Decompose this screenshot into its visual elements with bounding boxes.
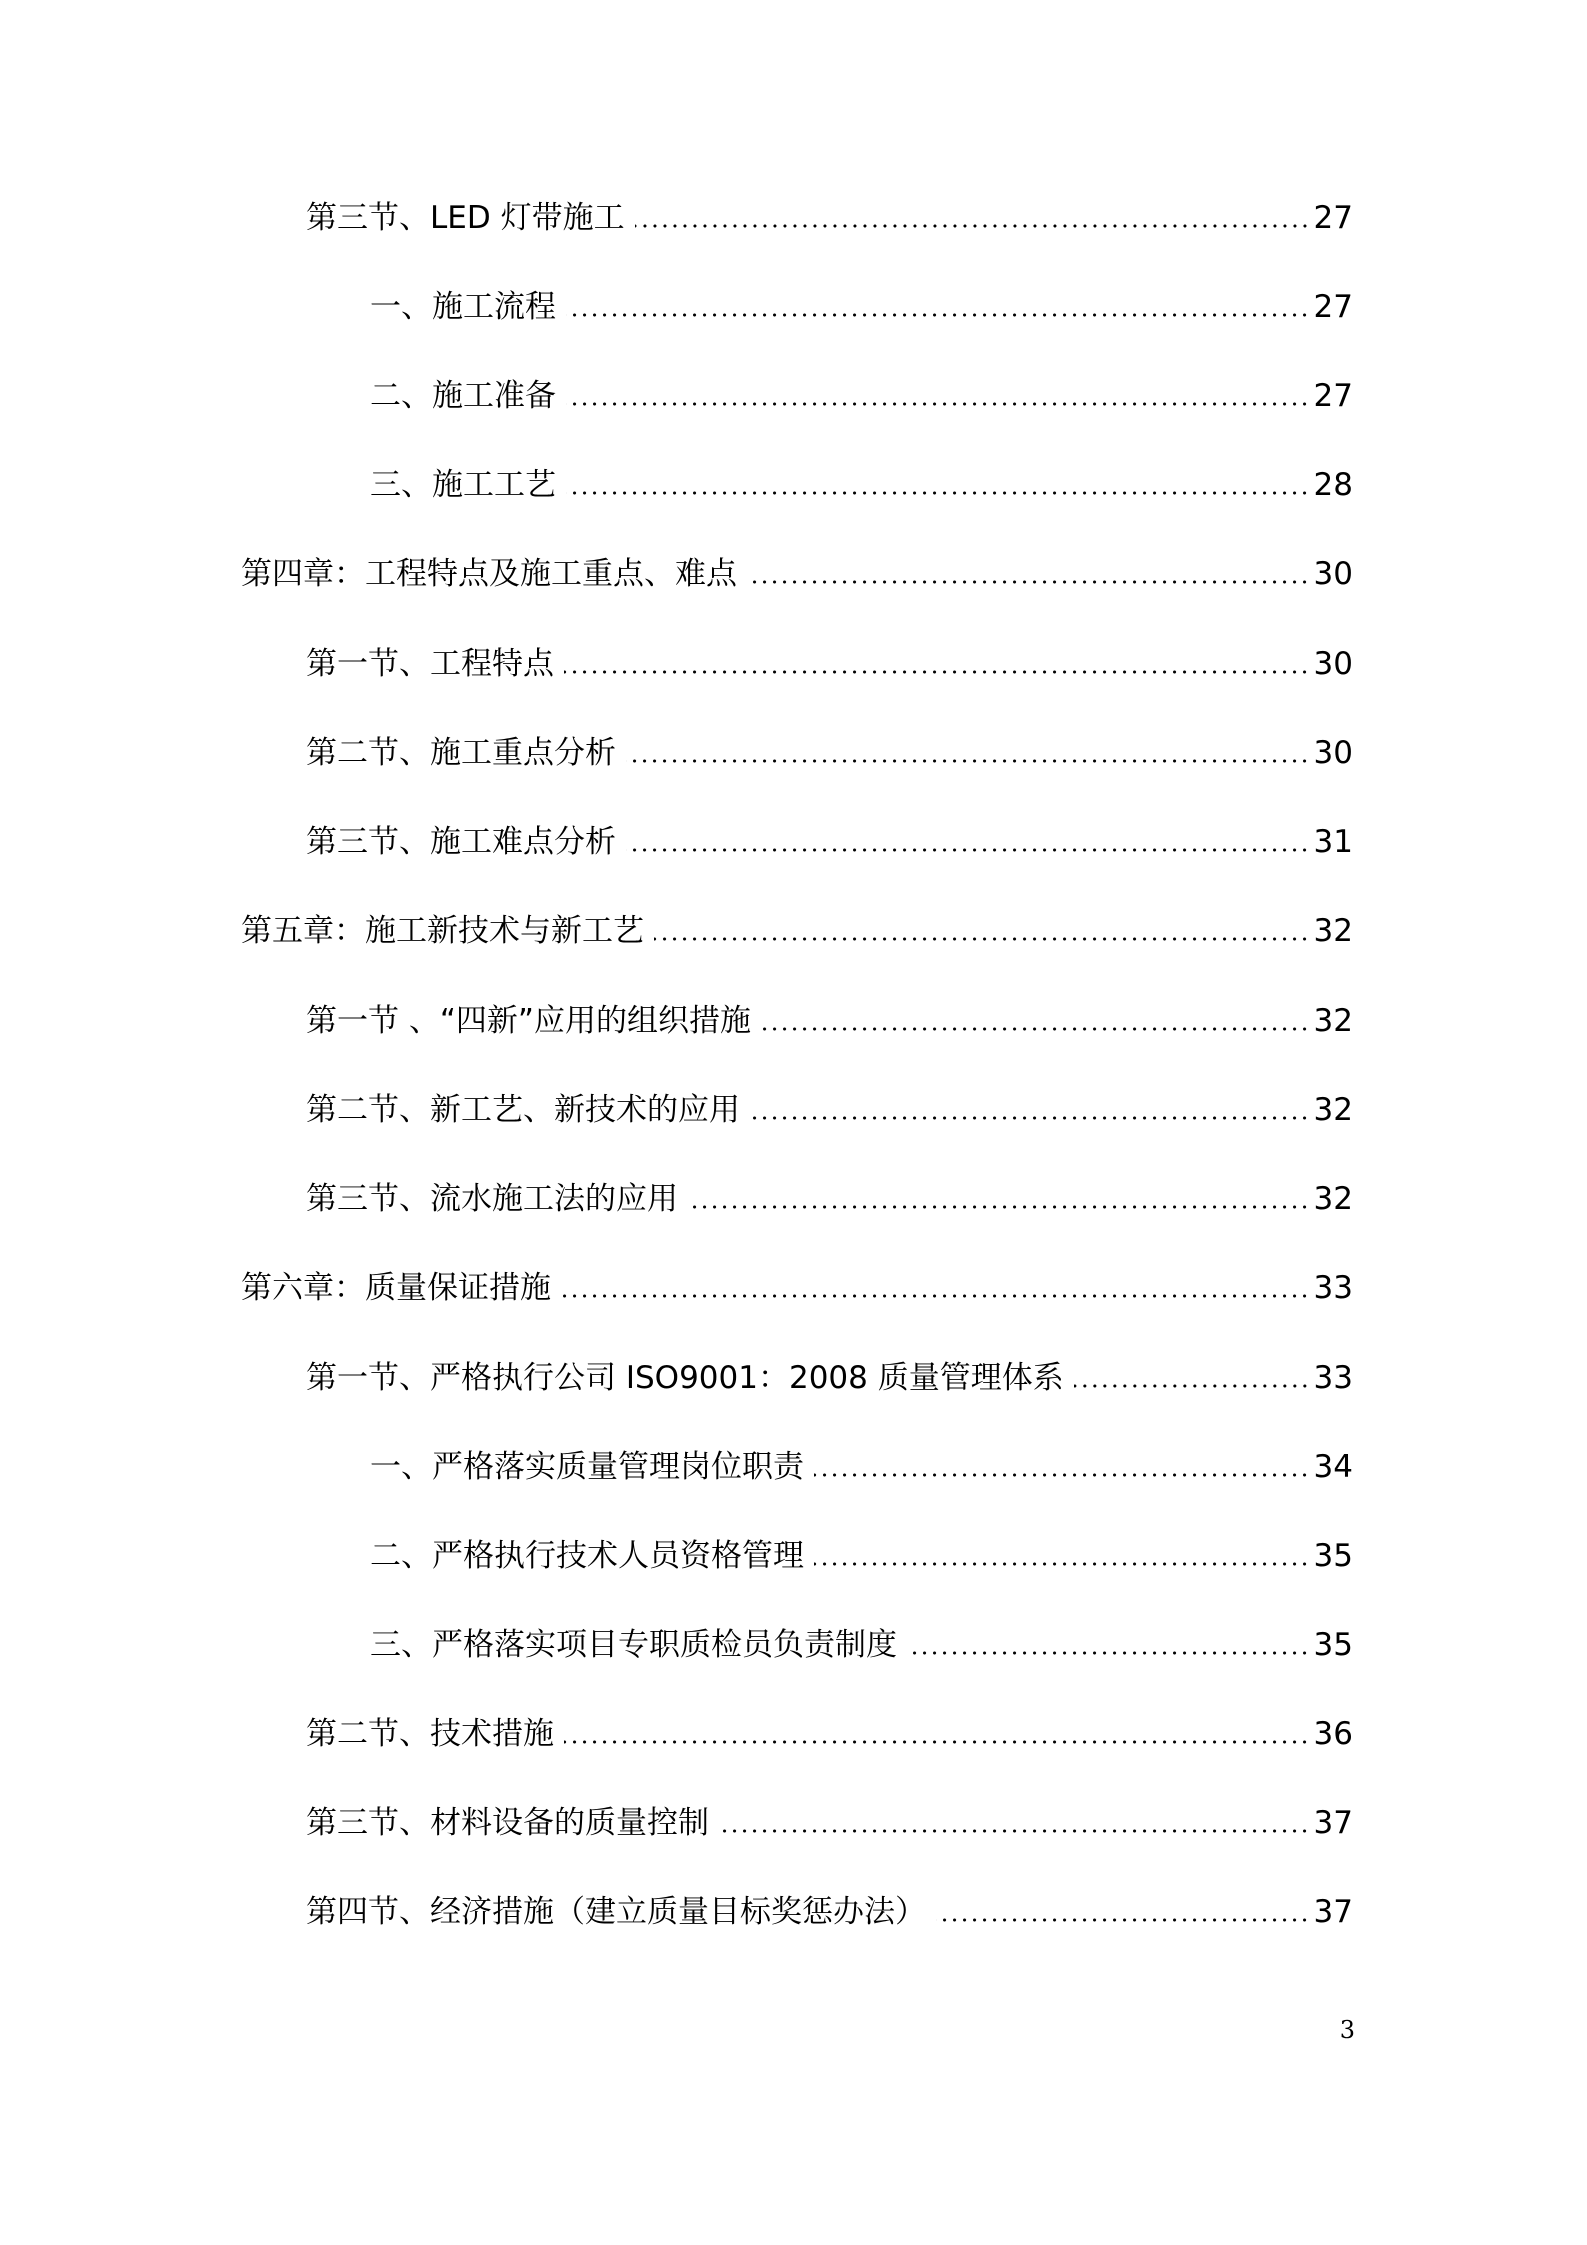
- toc-entry-title: 第四节、经济措施（建立质量目标奖惩办法）: [306, 1894, 926, 1930]
- toc-entry-title: 第二节、施工重点分析: [306, 735, 616, 771]
- toc-entry-page: 32: [1313, 913, 1353, 949]
- dot-leader: [814, 1472, 1310, 1478]
- toc-entry[interactable]: [306, 1882, 1353, 1932]
- toc-entry-page: 34: [1313, 1449, 1353, 1485]
- toc-entry[interactable]: [370, 1526, 1353, 1576]
- toc-entry-page: 28: [1313, 467, 1353, 503]
- dot-leader: [1074, 1383, 1310, 1389]
- dot-leader: [566, 401, 1310, 407]
- toc-entry-page: 32: [1313, 1092, 1353, 1128]
- toc-entry-page: 37: [1313, 1894, 1353, 1930]
- toc-entry[interactable]: [306, 723, 1353, 773]
- toc-entry[interactable]: [306, 634, 1353, 684]
- toc-entry-page: 30: [1313, 556, 1353, 592]
- toc-entry-page: 27: [1313, 289, 1353, 325]
- toc-entry[interactable]: [306, 188, 1353, 238]
- toc-entry-title: 第二节、技术措施: [306, 1716, 554, 1752]
- toc-entry[interactable]: [370, 1437, 1353, 1487]
- toc-entry-page: 33: [1313, 1360, 1353, 1396]
- toc-entry[interactable]: [306, 1348, 1353, 1398]
- toc-entry-title: 一、施工流程: [370, 289, 556, 325]
- toc-entry-page: 27: [1313, 378, 1353, 414]
- toc-entry-title: 二、严格执行技术人员资格管理: [370, 1538, 804, 1574]
- dot-leader: [907, 1650, 1310, 1656]
- dot-leader: [566, 312, 1310, 318]
- toc-entry[interactable]: [241, 544, 1353, 594]
- toc-entry-title: 第三节、LED 灯带施工: [306, 200, 625, 236]
- dot-leader: [626, 847, 1310, 853]
- toc-entry-page: 27: [1313, 200, 1353, 236]
- dot-leader: [635, 223, 1310, 229]
- dot-leader: [566, 490, 1310, 496]
- toc-entry[interactable]: [241, 1258, 1353, 1308]
- toc-entry[interactable]: [370, 366, 1353, 416]
- toc-entry-title: 第一节、工程特点: [306, 646, 554, 682]
- toc-entry-title: 第二节、新工艺、新技术的应用: [306, 1092, 740, 1128]
- dot-leader: [654, 936, 1310, 942]
- toc-entry-title: 第一节、严格执行公司 ISO9001：2008 质量管理体系: [306, 1360, 1064, 1396]
- toc-entry-title: 第三节、流水施工法的应用: [306, 1181, 678, 1217]
- toc-entry[interactable]: [306, 1080, 1353, 1130]
- toc-entry[interactable]: [241, 901, 1353, 951]
- toc-entry-page: 33: [1313, 1270, 1353, 1306]
- toc-entry-page: 32: [1313, 1003, 1353, 1039]
- toc-entry-title: 三、严格落实项目专职质检员负责制度: [370, 1627, 897, 1663]
- dot-leader: [747, 579, 1310, 585]
- dot-leader: [561, 1293, 1310, 1299]
- toc-entry-title: 第三节、材料设备的质量控制: [306, 1805, 709, 1841]
- toc-entry[interactable]: [370, 1615, 1353, 1665]
- toc-entry[interactable]: [306, 1169, 1353, 1219]
- toc-entry-page: 30: [1313, 646, 1353, 682]
- toc-entry[interactable]: [306, 1793, 1353, 1843]
- dot-leader: [564, 1739, 1310, 1745]
- toc-entry-title: 第一节 、“四新”应用的组织措施: [306, 1003, 751, 1039]
- dot-leader: [936, 1917, 1310, 1923]
- page-number: 3: [1339, 2016, 1355, 2044]
- toc-entry-page: 31: [1313, 824, 1353, 860]
- toc-entry[interactable]: [306, 812, 1353, 862]
- dot-leader: [814, 1561, 1310, 1567]
- dot-leader: [719, 1828, 1310, 1834]
- toc-entry[interactable]: [306, 991, 1353, 1041]
- toc-entry-page: 35: [1313, 1538, 1353, 1574]
- dot-leader: [761, 1026, 1310, 1032]
- toc-entry-page: 37: [1313, 1805, 1353, 1841]
- toc-entry-page: 35: [1313, 1627, 1353, 1663]
- toc-entry[interactable]: [306, 1704, 1353, 1754]
- dot-leader: [564, 669, 1310, 675]
- toc-entry-page: 32: [1313, 1181, 1353, 1217]
- toc-entry-title: 一、严格落实质量管理岗位职责: [370, 1449, 804, 1485]
- toc-entry-page: 36: [1313, 1716, 1353, 1752]
- toc-entry-title: 二、施工准备: [370, 378, 556, 414]
- dot-leader: [688, 1204, 1310, 1210]
- toc-entry-title: 三、施工工艺: [370, 467, 556, 503]
- toc-entry-page: 30: [1313, 735, 1353, 771]
- toc-entry-title: 第四章：工程特点及施工重点、难点: [241, 556, 737, 592]
- dot-leader: [626, 758, 1310, 764]
- toc-entry[interactable]: [370, 455, 1353, 505]
- toc-entry-title: 第五章：施工新技术与新工艺: [241, 913, 644, 949]
- toc-entry-title: 第六章：质量保证措施: [241, 1270, 551, 1306]
- dot-leader: [750, 1115, 1310, 1121]
- toc-entry[interactable]: [370, 277, 1353, 327]
- toc-entry-title: 第三节、施工难点分析: [306, 824, 616, 860]
